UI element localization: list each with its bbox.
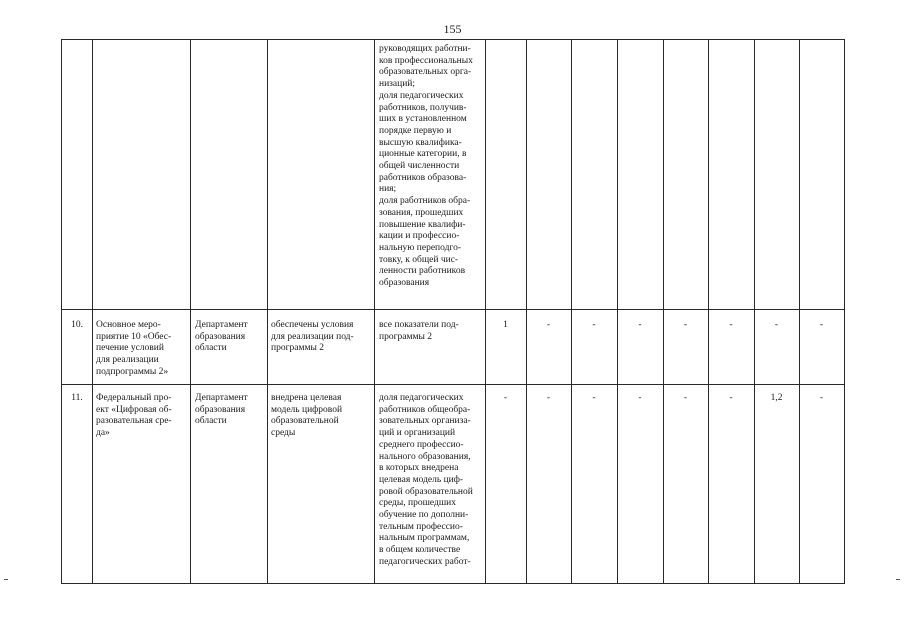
cell-line: в которых внедрена <box>379 463 459 474</box>
cell-line: работников образова- <box>379 172 467 183</box>
cell-line: целевая модель циф- <box>379 474 464 485</box>
col-divider <box>799 39 800 584</box>
data-table <box>61 39 845 584</box>
cell-line: зования, прошедших <box>379 207 464 218</box>
cell-line: ния; <box>379 184 397 195</box>
cell-line: Департамент <box>195 393 248 403</box>
cell-line: внедрена целевая <box>271 393 342 403</box>
value-cell-empty: - <box>638 393 642 403</box>
col-divider <box>754 39 755 584</box>
col-divider <box>267 39 268 584</box>
cell-line: печение условий <box>96 343 164 354</box>
cell-line: образования <box>195 331 246 342</box>
row-divider <box>61 384 845 385</box>
col-divider <box>526 39 527 584</box>
col-divider <box>571 39 572 584</box>
row-11-executor <box>195 393 248 428</box>
row-divider <box>61 309 845 310</box>
cell-line: программы 2 <box>379 331 432 342</box>
cell-line: доля работников обра- <box>379 196 471 207</box>
value-cell-empty: - <box>729 393 733 403</box>
cell-line: для реализации <box>96 355 159 366</box>
cell-line: подпрограммы 2» <box>96 366 169 377</box>
col-divider <box>485 39 486 584</box>
row-11-indicator <box>379 393 473 569</box>
cell-line: доля педагогических <box>379 90 464 101</box>
cell-line: обеспечены условия <box>271 320 354 330</box>
col-divider <box>663 39 664 584</box>
cell-line: общей численности <box>379 161 460 172</box>
cell-line: среды <box>271 428 296 439</box>
cell-line: ших в установленном <box>379 114 467 125</box>
table-border-bottom <box>61 583 845 584</box>
continuation-indicator <box>379 44 473 290</box>
cell-line: обучение по дополни- <box>379 510 469 521</box>
cell-line: педагогических работ- <box>379 556 471 567</box>
table-border-top <box>61 39 845 40</box>
cell-line: да» <box>96 428 110 439</box>
col-divider <box>92 39 93 584</box>
cell-line: ект «Цифровая об- <box>96 404 172 415</box>
value-cell-empty: - <box>774 320 779 330</box>
col-divider <box>374 39 375 584</box>
row-11-number: 11. <box>71 393 83 403</box>
scan-edge-mark <box>4 579 8 580</box>
row-10-name <box>96 320 171 379</box>
cell-line: тельным профессио- <box>379 521 463 532</box>
value-cell-empty: - <box>546 320 551 330</box>
cell-line: ков профессиональных <box>379 55 473 66</box>
cell-line: программы 2 <box>271 343 324 354</box>
value-cell-empty: - <box>729 320 733 330</box>
value-cell: 1 <box>503 320 508 330</box>
cell-line: ционные категории, в <box>379 149 467 160</box>
cell-line: Основное меро- <box>96 320 161 330</box>
cell-line: нальную переподго- <box>379 242 461 253</box>
col-divider <box>617 39 618 584</box>
cell-line: Департамент <box>195 320 248 330</box>
cell-line: среднего профессио- <box>379 439 464 450</box>
cell-line: работников общеобра- <box>379 404 471 415</box>
cell-line: кации и профессио- <box>379 231 460 242</box>
cell-line: порядке первую и <box>379 125 452 136</box>
cell-line: повышение квалифи- <box>379 219 466 230</box>
cell-line: ленности работников <box>379 266 466 277</box>
value-cell-empty: - <box>592 393 596 403</box>
cell-line: образования <box>195 404 246 415</box>
page-number: 155 <box>443 22 462 36</box>
row-10-number: 10. <box>71 320 83 330</box>
row-11-name <box>96 393 172 440</box>
cell-line: работников, получив- <box>379 102 467 113</box>
cell-line: высшую квалифика- <box>379 137 462 148</box>
cell-line: ровой образовательной <box>379 486 473 497</box>
cell-line: модель цифровой <box>271 404 343 415</box>
value-cell-empty: - <box>503 393 508 403</box>
cell-line: все показатели под- <box>379 320 459 330</box>
cell-line: в общем количестве <box>379 545 461 556</box>
row-10-executor <box>195 320 248 355</box>
col-divider <box>190 39 191 584</box>
value-cell-empty: - <box>683 320 688 330</box>
value-cell-empty: - <box>546 393 551 403</box>
row-11-result <box>271 393 342 440</box>
cell-line: образовательных орга- <box>379 67 472 78</box>
cell-line: зовательных организа- <box>379 416 471 427</box>
cell-line: для реализации под- <box>271 331 354 342</box>
cell-line: разовательная сре- <box>96 416 172 427</box>
cell-line: доля педагогических <box>379 393 464 403</box>
cell-line: низаций; <box>379 79 416 90</box>
cell-line: нального образования, <box>379 451 471 462</box>
cell-line: приятие 10 «Обес- <box>96 331 172 342</box>
cell-line: среды, прошедших <box>379 498 456 509</box>
value-cell-empty: - <box>819 393 824 403</box>
value-cell-empty: - <box>638 320 642 330</box>
value-cell-empty: - <box>819 320 824 330</box>
cell-line: области <box>195 343 227 354</box>
cell-line: ций и организаций <box>379 428 456 439</box>
cell-line: Федеральный про- <box>96 393 172 403</box>
cell-line: товку, к общей чис- <box>379 254 459 265</box>
cell-line: образовательной <box>271 416 339 427</box>
value-cell-empty: - <box>592 320 596 330</box>
col-divider <box>708 39 709 584</box>
table-border-right <box>844 39 845 584</box>
row-10-result <box>271 320 354 355</box>
value-cell-empty: - <box>683 393 688 403</box>
cell-line: руководящих работни- <box>379 44 471 54</box>
cell-line: образования <box>379 278 430 289</box>
cell-line: нальным программам, <box>379 533 470 544</box>
row-10-indicator <box>379 320 459 343</box>
scan-edge-mark <box>896 579 900 580</box>
value-cell: 1,2 <box>770 393 783 403</box>
table-border-left <box>61 39 62 584</box>
cell-line: области <box>195 416 227 427</box>
